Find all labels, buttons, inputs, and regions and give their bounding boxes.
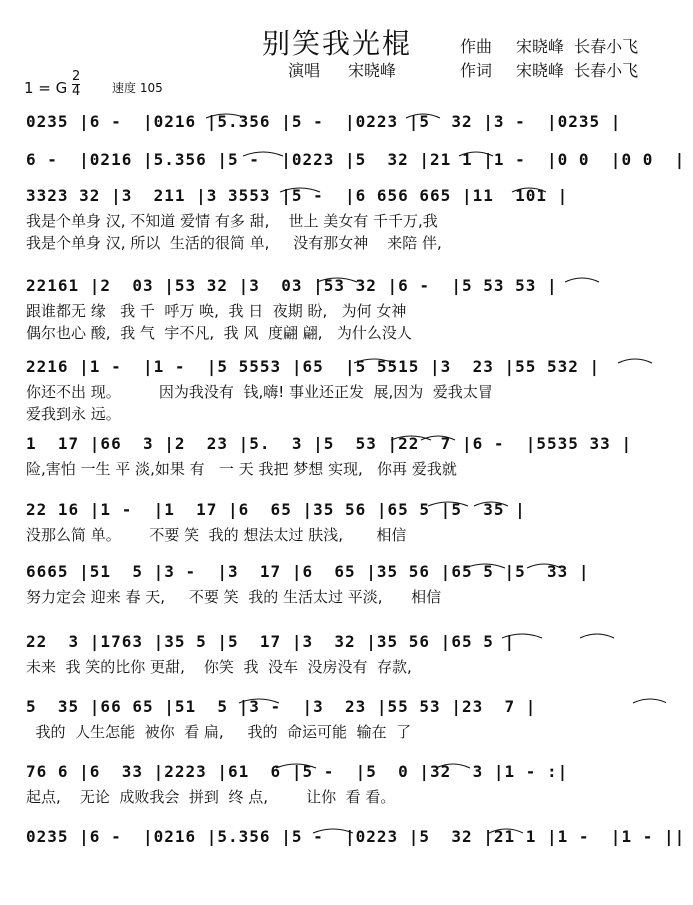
notation-text: 3323 32 |3 211 |3 3553 |5 - |6 656 665 |11 101 |: [26, 186, 569, 205]
meter-bottom: 4: [72, 84, 81, 99]
slur-arc: [243, 152, 283, 156]
slur-marks: [26, 632, 666, 654]
notation-row: [26, 562, 666, 584]
slur-arc: [317, 278, 357, 282]
slur-arc: [354, 359, 394, 363]
slur-arc: [489, 829, 523, 833]
notation-row: [26, 276, 666, 298]
lyric-line: 偶尔也心 酸, 我 气 宇不凡, 我 风 度翩 翩, 为什么没人: [26, 324, 412, 342]
slur-arc: [512, 188, 546, 192]
slur-marks: [26, 762, 666, 784]
slur-arc: [206, 114, 246, 118]
lyric-line: 我是个单身 汉, 不知道 爱情 有多 甜, 世上 美女有 千千万,我: [26, 212, 438, 230]
notation-text: 22 3 |1763 |35 5 |5 17 |3 32 |35 56 |65 5 |: [26, 632, 516, 651]
time-signature: [72, 70, 80, 99]
slur-arc: [406, 114, 440, 118]
notation-row: [26, 697, 666, 719]
slur-arc: [633, 699, 666, 703]
notation-text: 6 - |0216 |5.356 |5 - |0223 |5 32 |21 1 |1 - |0 0 |0 0 |: [26, 150, 686, 169]
notation-text: 22161 |2 03 |53 32 |3 03 |53 32 |6 - |5 53 53 |: [26, 276, 558, 295]
slur-marks: [26, 827, 666, 849]
notation-text: 76 6 |6 33 |2223 |61 6 |5 - |5 0 |32 3 |1 - :|: [26, 762, 569, 781]
slur-marks: [26, 186, 666, 208]
lyric-line: 我的 人生怎能 被你 看 扁, 我的 命运可能 输在 了: [26, 723, 412, 741]
notation-row: [26, 632, 666, 654]
slur-arc: [428, 502, 468, 506]
notation-text: 1 17 |66 3 |2 23 |5. 3 |5 53 |22 7 |6 - |5535 33 |: [26, 434, 633, 453]
lyric-line: 我是个单身 汉, 所以 生活的很简 单, 没有那女神 来陪 伴,: [26, 234, 442, 252]
slur-arc: [580, 634, 614, 638]
slur-arc: [436, 764, 470, 768]
key-signature: 1 = G: [24, 79, 68, 97]
composer-name: 宋晓峰 长春小飞: [516, 37, 639, 56]
slur-marks: [26, 434, 666, 456]
lyric-line: 你还不出 现。 因为我没有 钱,嗨! 事业还正发 展,因为 爱我太冒: [26, 383, 493, 401]
slur-arc: [527, 564, 561, 568]
slur-marks: [26, 357, 666, 379]
slur-arc: [565, 278, 599, 282]
slur-marks: [26, 150, 666, 172]
notation-text: 6665 |51 5 |3 - |3 17 |6 65 |35 56 |65 5 |5 33 |: [26, 562, 590, 581]
lyric-line: 未来 我 笑的比你 更甜, 你笑 我 没车 没房没有 存款,: [26, 658, 412, 676]
slur-arc: [474, 502, 508, 506]
slur-marks: [26, 562, 666, 584]
singer-name: 宋晓峰: [348, 61, 397, 80]
notation-row: [26, 500, 666, 522]
notation-text: 2216 |1 - |1 - |5 5553 |65 |5 5515 |3 23 |55 532 |: [26, 357, 601, 376]
lyric-line: 努力定会 迎来 春 天, 不要 笑 我的 生活太过 平淡, 相信: [26, 588, 442, 606]
notation-text: 0235 |6 - |0216 |5.356 |5 - |0223 |5 32 |21 1 |1 - |1 - ||: [26, 827, 686, 846]
lyric-line: 没那么简 单。 不要 笑 我的 想法太过 肤浅, 相信: [26, 526, 407, 544]
tempo-marking: 速度 105: [112, 81, 163, 95]
notation-row: [26, 186, 666, 208]
slur-arc: [313, 829, 353, 833]
slur-arc: [465, 564, 505, 568]
slur-marks: [26, 112, 666, 134]
notation-row: [26, 762, 666, 784]
notation-row: [26, 357, 666, 379]
notation-row: [26, 434, 666, 456]
composer-label: 作曲: [460, 37, 493, 56]
lyric-line: 起点, 无论 成败我会 拼到 终 点, 让你 看 看。: [26, 788, 396, 806]
lyric-line: 跟谁都无 缘 我 千 呼万 唤, 我 日 夜期 盼, 为何 女神: [26, 302, 407, 320]
lyric-line: 险,害怕 一生 平 淡,如果 有 一 天 我把 梦想 实现, 你再 爱我就: [26, 460, 457, 478]
slur-arc: [239, 699, 279, 703]
notation-text: 0235 |6 - |0216 |5.356 |5 - |0223 |5 32 |3 - |0235 |: [26, 112, 622, 131]
slur-marks: [26, 500, 666, 522]
notation-row: [26, 827, 686, 849]
notation-text: 5 35 |66 65 |51 5 |3 - |3 23 |55 53 |23 7 |: [26, 697, 537, 716]
notation-text: 22 16 |1 - |1 17 |6 65 |35 56 |65 5 |5 35 |: [26, 500, 526, 519]
lyric-line: 爱我到永 远。: [26, 405, 121, 423]
lyricist-label: 作词: [460, 61, 493, 80]
singer-label: 演唱: [288, 61, 321, 80]
song-title: 别笑我光棍: [262, 27, 413, 60]
slur-arc: [502, 634, 542, 638]
slur-arc: [276, 764, 316, 768]
notation-row: [26, 150, 686, 172]
slur-marks: [26, 697, 666, 719]
meter-top: 2: [72, 69, 81, 84]
slur-arc: [618, 359, 652, 363]
lyricist-name: 宋晓峰 长春小飞: [516, 61, 639, 80]
notation-row: [26, 112, 666, 134]
slur-marks: [26, 276, 666, 298]
slur-arc: [459, 152, 493, 156]
slur-arc: [421, 436, 455, 440]
slur-arc: [280, 188, 320, 192]
